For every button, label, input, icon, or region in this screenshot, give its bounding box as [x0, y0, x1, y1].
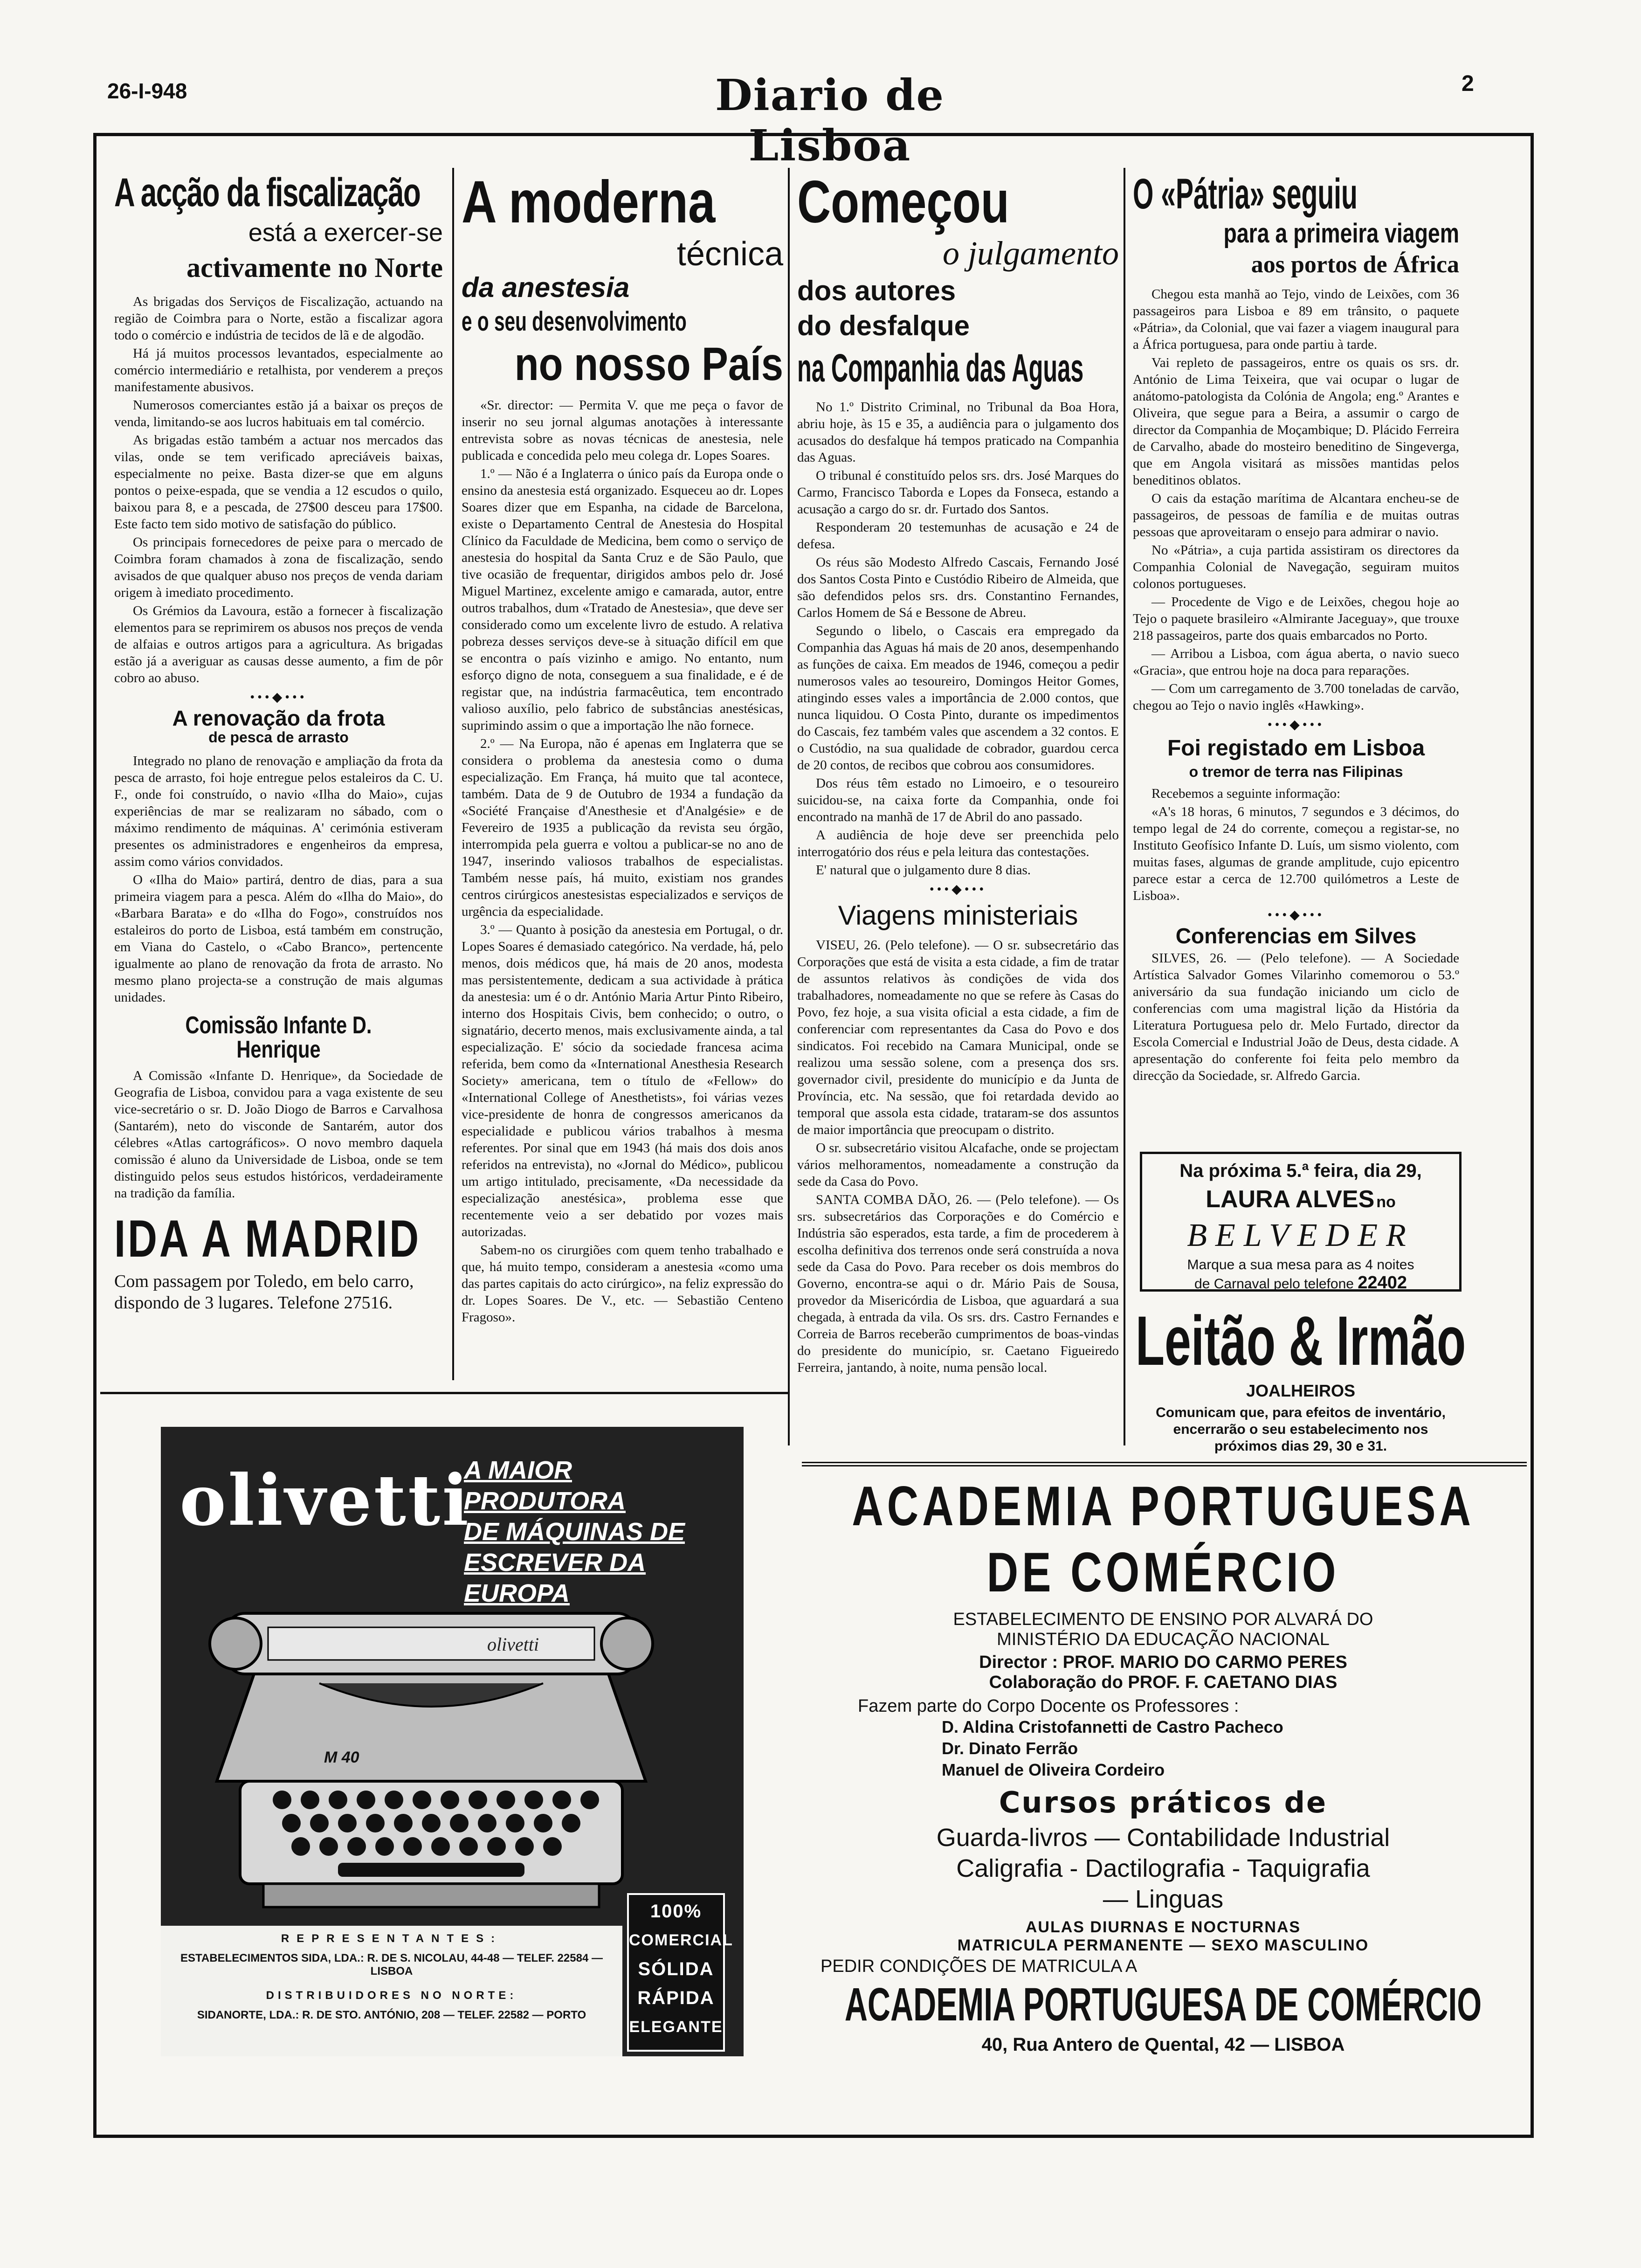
paragraph: Responderam 20 testemunhas de acusação e 24 de defesa.	[797, 520, 1119, 552]
madrid-body: Com passagem por Toledo, em belo carro, dispondo de 3 lugares. Telefone 27516.	[114, 1272, 414, 1313]
paragraph: A audiência de hoje deve ser preenchida pelo interrogatório dos réus e pela leitura das contestações.	[797, 828, 1119, 859]
academia-course-2: Caligrafia - Dactilografia - Taquigrafia	[956, 1854, 1370, 1882]
academia-cursos: Cursos práticos de	[999, 1785, 1328, 1819]
section-rule	[100, 1392, 788, 1394]
paragraph: 2.º — Na Europa, não é apenas em Inglaterra que se considera o problema da anestesia como o duma especialização. Em França, há muito que tal acontece, também. Data de 9 de Outubro de 1934 a fundação da «Société Française d'Anesthesie et d'Analgésie» e de Fevereiro de 1935 a publicação da revista seu órgão, interrompida pela guerra e voltou a publicar-se no ano de 1947, inserindo valiosos trabalhos de especialistas. Também nesse país, há muito, existiam nos grandes centros cirúrgicos anestesistas especializados e serviços de urgência da especialidade.	[462, 736, 783, 919]
frota-title: A renovação da frota	[172, 706, 385, 730]
julgamento-headline: Começou	[797, 169, 1009, 235]
anestesia-subhead-2: da anestesia	[462, 272, 630, 303]
comissao-title: Comissão Infante D. Henrique	[185, 1012, 372, 1063]
olivetti-qualities	[627, 1893, 733, 2052]
academia-corpo: Fazem parte do Corpo Docente os Professores :	[858, 1696, 1239, 1716]
academia-line-1: ESTABELECIMENTO DE ENSINO POR ALVARÁ DO	[953, 1610, 1373, 1629]
academia-course-3: — Linguas	[1103, 1885, 1224, 1913]
anestesia-body	[462, 397, 783, 1326]
paragraph: Recebemos a seguinte informação:	[1151, 786, 1341, 801]
paragraph: Dos réus têm estado no Limoeiro, e o tesoureiro suicidou-se, na caixa forte da Companhia, onde foi encontrado na manhã de 17 de Abril do ano passado.	[797, 776, 1119, 824]
academia-title-3: ACADEMIA PORTUGUESA DE COMÉRCIO	[844, 1978, 1482, 2031]
belveder-no: no	[1376, 1193, 1396, 1211]
academia-matricula: MATRICULA PERMANENTE — SEXO MASCULINO	[957, 1936, 1369, 1954]
paragraph: SANTA COMBA DÃO, 26. — (Pelo telefone). — Os srs. subsecretários das Corporações e do Comércio e Indústria são esperados, esta tarde, a fim de procederem à escolha definitiva dos terrenos onde será construída a nova sede da Casa do Povo. Para receber os dois membros do Governo, encontra-se aqui o dr. Mário Pais de Sousa, provedor da Misericórdia de Lisboa, que aguardará a sua chegada, à entrada da vila. Os srs. drs. Castro Fernandes e Correia de Barros receberão cumprimentos de boas-vindas do presidente do município, sr. Caetano Figueiredo Ferreira, jantando, à noite, numa pensão local.	[797, 1192, 1119, 1375]
professor: Manuel de Oliveira Cordeiro	[942, 1760, 1165, 1779]
paragraph: SILVES, 26. — (Pelo telefone). — A Sociedade Artística Salvador Gomes Vilarinho comemorou o 53.º aniversário da sua fundação iniciando um ciclo de conferencias com uma magistral lição da História da Literatura Portuguesa pelo dr. Melo Furtado, director da Escola Comercial e Industrial João de Deus, desta cidade. A apresentação do conferente foi feita pelo membro da direcção da Sociedade, sr. Alfredo Garcia.	[1133, 951, 1459, 1083]
page-number: 2	[1462, 71, 1474, 96]
olivetti-slogan-2: DE MÁQUINAS DE	[464, 1518, 685, 1546]
paragraph: O tribunal é constituído pelos srs. drs. José Marques do Carmo, Francisco Taborda e Lopes da Fonseca, estando a acusação a cargo do sr. dr. Furtado dos Santos.	[797, 468, 1119, 517]
dist-label: DISTRIBUIDORES NO NORTE:	[266, 1989, 517, 2002]
leitao-kind: JOALHEIROS	[1246, 1381, 1356, 1400]
paragraph: — Arribou a Lisboa, com água aberta, o navio sueco «Gracia», que entrou hoje na doca para reparações.	[1133, 646, 1459, 678]
paragraph: 1.º — Não é a Inglaterra o único país da Europa onde o ensino da anestesia está organizado. Esqueceu ao dr. Lopes Soares dizer que em Espanha, na cidade de Barcelona, existe o Departamento Central de Anestesia do Hospital Clínico da Faculdade de Medicina, bem como o serviço de anestesia do hospital da Santa Cruz e de São Paulo, que tive ocasião de frequentar, dirigidos ambos pelo dr. José Miguel Martinez, excelente amigo e camarada, autor, entre outros trabalhos, dum «Tratado de Anestesia», que deve ser considerado como um excelente livro de estudo. A relativa pobreza desses serviços deve-se à situação difícil em que se encontra o país vizinho e amigo. No entanto, num esforço digno de nota, conseguem a sua finalidade, e é de registar que, na indústria farmacêutica, tem encontrado valioso auxílio, pelo fabrico de substâncias anestésicas, suprimindo assim o que a importação lhe não fornece.	[462, 466, 783, 733]
paragraph: Integrado no plano de renovação e ampliação da frota da pesca de arrasto, foi hoje entregue pelos estaleiros da C. U. F., onde foi construído, o navio «Ilha do Maio», cujas experiências de mar se realizaram no sábado, com o máximo rendimento de máquinas. A' cerimónia estiveram presentes os administradores e engenheiros da empresa, assim como vários convidados.	[114, 754, 443, 869]
paragraph: Os principais fornecedores de peixe para o mercado de Coimbra foram chamados à zona de fiscalização, sendo avisados de que qualquer abuso nos preços de venda dariam origem à imediato procedimento.	[114, 535, 443, 600]
paragraph: No 1.º Distrito Criminal, no Tribunal da Boa Hora, abriu hoje, às 15 e 35, a audiência para o julgamento dos acusados do desfalque há tempos praticado na Companhia das Aguas.	[797, 400, 1119, 465]
paragraph: — Procedente de Vigo e de Leixões, chegou hoje ao Tejo o paquete brasileiro «Almirante Jaceguay», que trouxe 218 passageiros, parte dos quais embarcados no Porto.	[1133, 595, 1459, 643]
separator: •••◆•••	[1267, 718, 1325, 732]
issue-date: 26-I-948	[107, 79, 187, 103]
fiscalizacao-body	[114, 293, 443, 686]
paragraph: Numerosos comerciantes estão já a baixar os preços de venda, limitando-se aos lucros habituais em tal comércio.	[114, 398, 443, 429]
comissao-body	[114, 1067, 443, 1202]
separator: •••◆•••	[1267, 908, 1325, 922]
section-rule	[802, 1462, 1527, 1466]
sismo-title: Foi registado em Lisboa	[1167, 736, 1425, 761]
academia-ad	[811, 1475, 1515, 2055]
paragraph: As brigadas estão também a actuar nos mercados das vilas, onde se tem verificado apreciáveis baixas, especialmente no peixe. Basta dizer-se que em alguns pontos o peixe-espada, que se vendia a 12 escudos o quilo, baixou para 8, e a pescada, de 27$00 desceu para 17$00. Este facto tem sido motivo de satisfação do público.	[114, 433, 443, 532]
paragraph: A Comissão «Infante D. Henrique», da Sociedade de Geografia de Lisboa, convidou para a vaga existente de seu vice-secretário o sr. D. João Diogo de Barros e Carvalhosa (Santarém), neto do visconde de Santarém, autor dos célebres «Atlas cartográficos». O novo membro daquela comissão é aluno da Universidade de Lisboa, onde se tem distinguido pelos seus estudos históricos, verdadeiramente na tradição da família.	[114, 1068, 443, 1201]
academia-line-2: MINISTÉRIO DA EDUCAÇÃO NACIONAL	[997, 1630, 1330, 1649]
olivetti-representatives	[161, 1926, 622, 2056]
newspaper-title: Diario de Lisboa	[715, 70, 945, 171]
typewriter-brand: olivetti	[487, 1634, 539, 1655]
olivetti-logo: olivetti	[179, 1459, 471, 1542]
paragraph: O sr. subsecretário visitou Alcafache, onde se projectam vários melhoramentos, nomeadamente a construção da sede da Casa do Povo.	[797, 1141, 1119, 1189]
belveder-name: BELVEDER	[1187, 1217, 1414, 1253]
viagens-body	[797, 937, 1119, 1376]
anestesia-subhead-3: e o seu desenvolvimento	[462, 306, 687, 337]
paragraph: 3.º — Quanto à posição da anestesia em Portugal, o dr. Lopes Soares é demasiado categórico. Na verdade, há, pelo menos, dois médicos que, há mais de 20 anos, modesta mas persistentemente, dedicam a sua actividade à prática da anestesia: um é o dr. António Maria Artur Pinto Ribeiro, interno dos Hospitais Civis, bem conhecido; o outro, o signatário, decerto menos, mais exclusivamente ainda, a tal especialização. E' sócio da sociedade francesa acima referida, bem como da «International Anesthesia Research Society» americana, tem o título de «Fellow» do «International College of Anesthetists», foi várias vezes vice-presidente de honra de congressos americanos da especialidade e publicou vários trabalhos à mesma referentes. Por sinal que em 1943 (há mais dos dois anos referidos na entrevista), no «Jornal do Médico», publicou um artigo intitulado, precisamente, «Da necessidade da especialização anestésica», problema esse que recentemente veio a ser debatido por vozes mais autorizadas.	[462, 922, 783, 1239]
sismo-subtitle: o tremor de terra nas Filipinas	[1189, 763, 1403, 780]
academia-course-1: Guarda-livros — Contabilidade Industrial	[936, 1824, 1390, 1852]
fiscalizacao-subhead-2: activamente no Norte	[186, 252, 443, 283]
anestesia-headline: A moderna	[462, 169, 716, 235]
separator: •••◆•••	[250, 690, 307, 705]
separator: •••◆•••	[929, 882, 987, 897]
academia-title: ACADEMIA PORTUGUESA	[852, 1475, 1475, 1537]
paragraph: — Com um carregamento de 3.700 toneladas de carvão, chegou ao Tejo o navio inglês «Hawking».	[1133, 681, 1459, 713]
paragraph: «A's 18 horas, 6 minutos, 7 segundos e 3 décimos, do tempo legal de 24 do corrente, começou a registar-se, no Instituto Geofísico Infante D. Luís, um sismo violento, com muitas fases, algumas de grande amplitude, cujo epicentro parece estar a cerca de 12.700 quilómetros a Leste de Lisboa».	[1133, 804, 1459, 903]
column-2	[462, 169, 783, 1376]
column-1	[114, 170, 443, 1366]
academia-address: 40, Rua Antero de Quental, 42 — LISBOA	[981, 2034, 1345, 2055]
academia-pedir: PEDIR CONDIÇÕES DE MATRICULA A	[820, 1957, 1138, 1976]
quality-item: RÁPIDA	[637, 1988, 715, 2008]
dist-line: SIDANORTE, LDA.: R. DE STO. ANTÓNIO, 208 — TELEF. 22582 — PORTO	[197, 2009, 586, 2021]
paragraph: Chegou esta manhã ao Tejo, vindo de Leixões, com 36 passageiros para Lisboa e 89 em trânsito, o paquete «Pátria», da Colonial, que vai fazer a viagem inaugural para a África portuguesa, para onde partiu à tarde.	[1133, 287, 1459, 352]
paragraph: VISEU, 26. (Pelo telefone). — O sr. subsecretário das Corporações que está de visita a esta cidade, a fim de tratar de assuntos relativos às condições de vida dos trabalhadores, nomeadamente no que se refere às Casas do Povo, fez hoje, a sua visita oficial a esta cidade, a fim de conferenciar com representantes da Casa do Povo e dos sindicatos. Foi recebido na Camara Municipal, onde se realizou uma sessão solene, com a presença dos srs. governador civil, presidente do município e da Junta de Província, etc. Na sessão, que foi retardada devido ao temporal que assola esta cidade, trataram-se dos assuntos de maior importância que preocupam o distrito.	[797, 938, 1119, 1137]
paragraph: O cais da estação marítima de Alcantara encheu-se de passageiros, de pessoas de família e de muitas outras pessoas que aproveitaram o ensejo para admirar o navio.	[1133, 491, 1459, 539]
professor: D. Aldina Cristofannetti de Castro Pacheco	[942, 1717, 1283, 1736]
fiscalizacao-headline: A acção da fiscalização	[114, 170, 421, 215]
olivetti-slogan-1: A MAIOR PRODUTORA	[464, 1456, 626, 1515]
academia-aulas: AULAS DIURNAS E NOCTURNAS	[1025, 1918, 1301, 1936]
typewriter-illustration	[198, 1576, 664, 1921]
julgamento-subhead-3: do desfalque	[797, 310, 970, 341]
quality-item: SÓLIDA	[638, 1959, 714, 1979]
belveder-line-1: Na próxima 5.ª feira, dia 29,	[1179, 1161, 1422, 1181]
anestesia-subhead-1: técnica	[676, 235, 783, 273]
typewriter-model: M 40	[324, 1749, 359, 1766]
rep-line: ESTABELECIMENTOS SIDA, LDA.: R. DE S. NICOLAU, 44-48 — TELEF. 22584 — LISBOA	[180, 1952, 603, 1978]
olivetti-ad	[161, 1427, 744, 2056]
silves-title: Conferencias em Silves	[1175, 924, 1417, 948]
olivetti-slogan-3: ESCREVER DA EUROPA	[464, 1549, 646, 1607]
frota-subtitle: de pesca de arrasto	[208, 729, 349, 746]
belveder-line-4: Marque a sua mesa para as 4 noites	[1187, 1257, 1414, 1272]
paragraph: Os Grémios da Lavoura, estão a fornecer à fiscalização elementos para se reprimirem os abusos nos preços de venda de alfaias e outros artigos para a agricultura. As brigadas estão já a averiguar as causas desse aumento, a fim de pôr cobro ao abuso.	[114, 603, 443, 685]
academia-title-2: DE COMÉRCIO	[986, 1541, 1340, 1604]
fiscalizacao-subhead: está a exercer-se	[248, 219, 443, 247]
quality-item: ELEGANTE	[629, 2018, 723, 2036]
silves-body	[1133, 950, 1459, 1084]
paragraph: No «Pátria», a cuja partida assistiram os directores da Companhia Colonial de Navegação, seguiram muitos colonos portugueses.	[1133, 543, 1459, 591]
paragraph: O «Ilha do Maio» partirá, dentro de dias, para a sua primeira viagem para a pesca. Além do «Ilha do Maio», do «Barbara Barata» e do «Ilha do Fogo», construídos nos estaleiros do porto de Lisboa, está também em construção, em Viana do Castelo, o «Cabo Branco», pertencente igualmente ao plano de renovação da frota de arrasto. No mesmo plano projecta-se a construção de mais algumas unidades.	[114, 872, 443, 1005]
column-rule	[788, 168, 790, 1445]
column-3	[797, 169, 1119, 1441]
madrid-title: IDA A MADRID	[114, 1210, 421, 1268]
viagens-title: Viagens ministeriais	[838, 900, 1078, 931]
column-rule	[1124, 168, 1125, 1445]
column-4	[1133, 170, 1459, 1083]
belveder-phone: 22402	[1358, 1273, 1407, 1293]
julgamento-subhead-2: dos autores	[797, 275, 956, 306]
julgamento-subhead-1: o julgamento	[943, 235, 1119, 272]
paragraph: Os réus são Modesto Alfredo Cascais, Fernando José dos Santos Costa Pinto e Custódio Ribeiro de Almeida, que são defendidos pelos srs. drs. Constantino Fernandes, Carlos Homem de Sá e Bessone de Abreu.	[797, 555, 1119, 620]
belveder-line-5: de Carnaval pelo telefone	[1194, 1276, 1354, 1292]
academia-professors	[811, 1716, 1515, 1781]
patria-subhead-2: aos portos de África	[1251, 251, 1459, 278]
frota-body	[114, 753, 443, 1006]
julgamento-body	[797, 399, 1119, 878]
belveder-ad	[1140, 1152, 1462, 1292]
rep-label: REPRESENTANTES:	[281, 1932, 503, 1945]
professor: Dr. Dinato Ferrão	[942, 1739, 1078, 1758]
paragraph: Sabem-no os cirurgiões com quem tenho trabalhado e que, há muito tempo, consideram a anestesia «como uma das partes capitais do acto cirúrgico», na feliz expressão do dr. Lopes Soares. De V., etc. — Sebastião Centeno Fragoso».	[462, 1243, 783, 1325]
academia-colab: Colaboração do PROF. F. CAETANO DIAS	[989, 1673, 1338, 1692]
sismo-body	[1133, 785, 1459, 904]
paragraph: Vai repleto de passageiros, entre os quais os srs. dr. António de Lima Teixeira, que vai ocupar o lugar de anátomo-patologista da Colónia de Angola; eng.º Arantes e Oliveira, que segue para a Beira, a assumir o cargo de director da Companhia de Moçambique; D. Plácido Ferreira de Carvalho, abade do mosteiro beneditino de Singeverga, que em Angola visitará as missões mantidas pelos beneditinos oblatos.	[1133, 355, 1459, 488]
paragraph: As brigadas dos Serviços de Fiscalização, actuando na região de Coimbra para o Norte, estão a fiscalizar agora todo o comércio e indústria de tecidos de lã e de algodão.	[114, 294, 443, 343]
patria-headline: O «Pátria» seguiu	[1133, 170, 1358, 218]
leitao-text: Comunicam que, para efeitos de inventário, encerrarão o seu estabelecimento nos próximos dias 29, 30 e 31.	[1156, 1405, 1446, 1454]
julgamento-subhead-4: na Companhia das Aguas	[797, 346, 1084, 390]
patria-subhead-1: para a primeira viagem	[1223, 218, 1459, 249]
leitao-ad	[1135, 1301, 1466, 1455]
leitao-name: Leitão & Irmão	[1135, 1301, 1466, 1380]
column-rule	[452, 168, 454, 1380]
paragraph: Há já muitos processos levantados, especialmente ao comércio intermediário e retalhista, por venderem a preços manifestamente abusivos.	[114, 346, 443, 394]
paragraph: E' natural que o julgamento dure 8 dias.	[816, 863, 1031, 878]
academia-director: Director : PROF. MARIO DO CARMO PERES	[979, 1653, 1347, 1672]
patria-body	[1133, 286, 1459, 714]
belveder-artist: LAURA ALVES	[1206, 1186, 1375, 1213]
paragraph: «Sr. director: — Permita V. que me peça o favor de inserir no seu jornal algumas anotações à interessante entrevista sobre as novas técnicas de anestesia, nele publicada e concedida pelo meu colega dr. Lopes Soares.	[462, 398, 783, 463]
paragraph: Segundo o libelo, o Cascais era empregado da Companhia das Aguas há mais de 20 anos, desempenhando as funções de caixa. Em meados de 1946, começou a pedir numerosos vales ao tesoureiro, Domingos Heitor Gomes, atingindo esses vales a importância de 2.000 contos, que nunca liquidou. O Costa Pinto, durante os impedimentos do Cascais, fez também vales que ascendem a 32 contos. E o Custódio, na sua qualidade de cobrador, guardou cerca de 20 contos, de recibos que cobrou aos consumidores.	[797, 623, 1119, 773]
quality-item: 100%	[650, 1901, 702, 1922]
quality-item: COMERCIAL	[629, 1931, 733, 1949]
anestesia-subhead-4: no nosso País	[514, 338, 783, 390]
